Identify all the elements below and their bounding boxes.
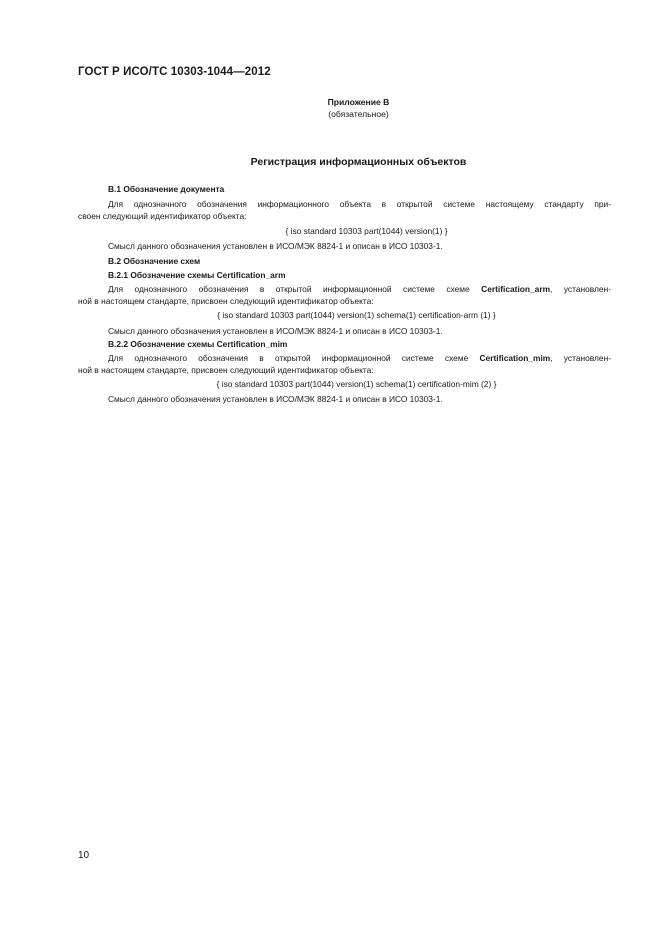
- b21-meaning: Смысл данного обозначения установлен в ИСО/МЭК 8824-1 и описан в ИСО 10303-1.: [108, 326, 443, 336]
- schema-name-mim: Certification_mim: [479, 353, 551, 363]
- b22-paragraph-line2: ной в настоящем стандарте, присвоен следующий идентификатор объекта:: [78, 365, 374, 375]
- page-number: 10: [78, 850, 90, 861]
- b1-meaning: Смысл данного обозначения установлен в ИСО/МЭК 8824-1 и описан в ИСО 10303-1.: [108, 241, 443, 251]
- annex-title: Приложение В: [327, 97, 390, 107]
- schema-name-arm: Certification_arm: [481, 284, 551, 294]
- b1-paragraph-line1: Для однозначного обозначения информационного объекта в открытой системе настоящему стандарту при-: [108, 199, 611, 209]
- b21-identifier: { iso standard 10303 part(1044) version(1) schema(1) certification-arm (1) }: [217, 310, 496, 320]
- heading-b21: В.2.1 Обозначение схемы Certification_arm: [108, 270, 286, 280]
- heading-b1: В.1 Обозначение документа: [108, 184, 225, 194]
- b22-meaning: Смысл данного обозначения установлен в ИСО/МЭК 8824-1 и описан в ИСО 10303-1.: [108, 394, 443, 404]
- heading-b2: В.2 Обозначение схем: [108, 256, 201, 266]
- b1-identifier: { iso standard 10303 part(1044) version(1) }: [285, 226, 448, 236]
- annex-status: (обязательное): [328, 109, 389, 119]
- b1-paragraph-line2: своен следующий идентификатор объекта:: [78, 211, 247, 221]
- b22-paragraph-line1: Для однозначного обозначения в открытой информационной системе схеме Certification_mim, установлен-: [108, 353, 611, 363]
- b21-paragraph-line2: ной в настоящем стандарте, присвоен следующий идентификатор объекта:: [78, 296, 374, 306]
- b22-identifier: { iso standard 10303 part(1044) version(1) schema(1) certification-mim (2) }: [216, 379, 497, 389]
- b21-paragraph-line1: Для однозначного обозначения в открытой информационной системе схеме Certification_arm, установлен-: [108, 284, 611, 294]
- section-title: Регистрация информационных объектов: [250, 156, 467, 168]
- document-header: ГОСТ Р ИСО/ТС 10303-1044—2012: [78, 66, 271, 78]
- heading-b22: В.2.2 Обозначение схемы Certification_mim: [108, 339, 288, 349]
